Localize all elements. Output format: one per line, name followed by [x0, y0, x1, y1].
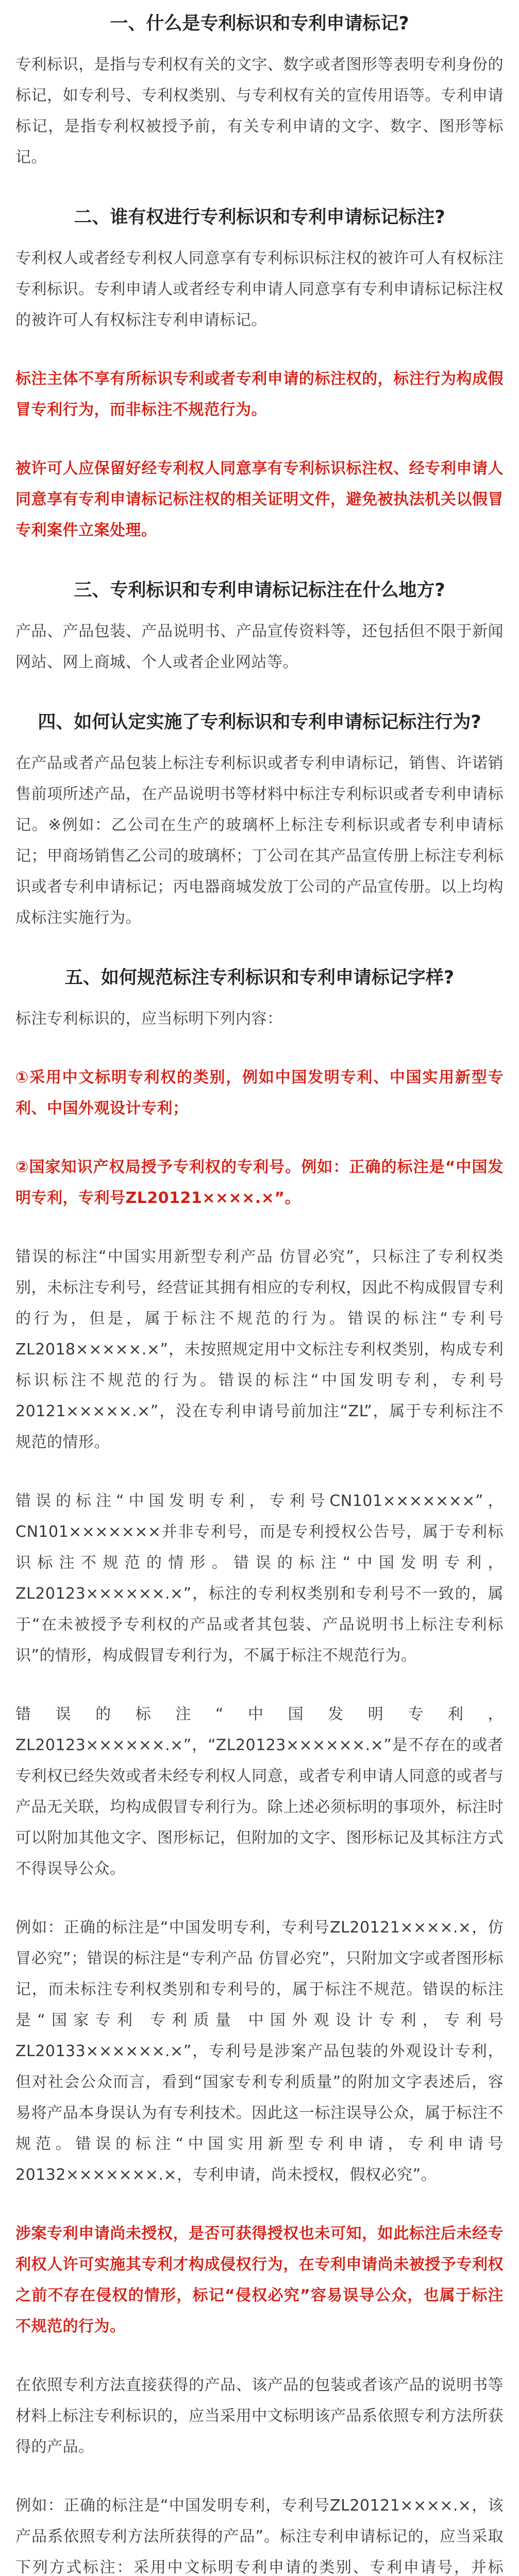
section-marking-act: [15, 706, 504, 934]
section-heading: 四、如何认定实施了专利标识和专利申请标记标注行为?: [38, 712, 481, 733]
section-what-is-marking: [15, 7, 504, 173]
paragraph: 在产品或者产品包装上标注专利标识或者专利申请标记，销售、许诺销售前项所述产品，在产品说明书等材料中标注专利标识或者专利申请标记。※例如：乙公司在生产的玻璃杯上标注专利标识或者专利申请标记；甲商场销售乙公司的玻璃杯；丁公司在其产品宣传册上标注专利标识或者专利申请标记；丙电器商城发放丁公司的产品宣传册。以上均构成标注实施行为。: [15, 754, 504, 927]
paragraph: 例如：正确的标注是“中国发明专利，专利号ZL20121××××.×，该产品系依照专利方法所获得的产品”。标注专利申请标记的，应当采取下列方式标注：采用中文标明专利申请的类别、专利申请号，并标: [15, 2497, 504, 2576]
paragraph: 产品、产品包装、产品说明书、产品宣传资料等，还包括但不限于新闻网站、网上商城、个人或者企业网站等。: [15, 622, 504, 671]
highlighted-paragraph: ②国家知识产权局授予专利权的专利号。例如：正确的标注是“中国发明专利，专利号ZL20121××××.×”。: [15, 1158, 504, 1207]
highlighted-paragraph: 标注主体不享有所标识专利或者专利申请的标注权的，标注行为构成假冒专利行为，而非标注不规范行为。: [15, 370, 504, 419]
section-who-may-mark: [15, 201, 504, 546]
paragraph: 专利标识，是指与专利权有关的文字、数字或者图形等表明专利身份的标记，如专利号、专利权类别、与专利权有关的宣传用语等。专利申请标记，是指专利权被授予前，有关专利申请的文字、数字、图形等标记。: [15, 56, 504, 166]
highlighted-paragraph: 被许可人应保留好经专利权人同意享有专利标识标注权、经专利申请人同意享有专利申请标记标注权的相关证明文件，避免被执法机关以假冒专利案件立案处理。: [15, 460, 504, 539]
paragraph: 错误的标注“中国发明专利，专利号CN101×××××××”，CN101×××××××并非专利号，而是专利授权公告号，属于专利标识标注不规范的情形。错误的标注“中国发明专利，ZL20123××××××.×”，标注的专利权类别和专利号不一致的，属于“在未被授予专利权的产品或者其包装、产品说明书上标注专利标识”的情形，构成假冒专利行为，不属于标注不规范行为。: [15, 1492, 504, 1665]
section-heading: 一、什么是专利标识和专利申请标记?: [110, 13, 409, 34]
paragraph: 例如：正确的标注是“中国发明专利，专利号ZL20121××××.×，仿冒必究”；错误的标注是“专利产品 仿冒必究”，只附加文字或者图形标记，而未标注专利权类别和专利号的，属于标注不规范。错误的标注是“国家专利 专利质量 中国外观设计专利，专利号ZL20133××××××.×”，专利号是涉案产品包装的外观设计专利，但对社会公众而言，看到“国家专利专利质量”的附加文字表述后，容易将产品本身误认为有专利技术。因此这一标注误导公众，属于标注不规范。错误的标注“中国实用新型专利申请，专利申请号20132×××××××.×，专利申请，尚未授权，假权必究”。: [15, 1919, 504, 2184]
highlighted-paragraph: ①采用中文标明专利权的类别，例如中国发明专利、中国实用新型专利、中国外观设计专利；: [15, 1069, 504, 1117]
section-heading: 二、谁有权进行专利标识和专利申请标记标注?: [74, 207, 445, 228]
paragraph: 在依照专利方法直接获得的产品、该产品的包装或者该产品的说明书等材料上标注专利标识的，应当采用中文标明该产品系依照专利方法所获得的产品。: [15, 2376, 504, 2456]
paragraph: 错误的标注“中国发明专利，ZL20123××××××.×”，“ZL20123××××××.×”是不存在的或者专利权已经失效或者未经专利权人同意，或者专利申请人同意的或者与产品无关联，均构成假冒专利行为。除上述必须标明的事项外，标注时可以附加其他文字、图形标记，但附加的文字、图形标记及其标注方式不得误导公众。: [15, 1705, 504, 1878]
section-heading: 三、专利标识和专利申请标记标注在什么地方?: [74, 580, 445, 601]
highlighted-paragraph: 涉案专利申请尚未授权，是否可获得授权也未可知，如此标注后未经专利权人许可实施其专利才构成侵权行为，在专利申请尚未被授予专利权之前不存在侵权的情形，标记“侵权必究”容易误导公众，也属于标注不规范的行为。: [15, 2225, 504, 2335]
paragraph: 错误的标注“中国实用新型专利产品 仿冒必究”，只标注了专利权类别，未标注专利号，经营证其拥有相应的专利权，因此不构成假冒专利的行为，但是，属于标注不规范的行为。错误的标注“专利号ZL2018×××××.×”，未按照规定用中文标注专利权类别，构成专利标识标注不规范的行为。错误的标注“中国发明专利，专利号20121×××××.×”，没在专利申请号前加注“ZL”，属于专利标注不规范的情形。: [15, 1248, 504, 1451]
section-how-to-mark: [15, 961, 504, 2576]
paragraph: 标注专利标识的，应当标明下列内容：: [15, 1010, 283, 1028]
section-where-to-mark: [15, 574, 504, 678]
section-heading: 五、如何规范标注专利标识和专利申请标记字样?: [64, 968, 455, 988]
paragraph: 专利权人或者经专利权人同意享有专利标识标注权的被许可人有权标注专利标识。专利申请人或者经专利申请人同意享有专利申请标记标注权的被许可人有权标注专利申请标记。: [15, 249, 504, 329]
